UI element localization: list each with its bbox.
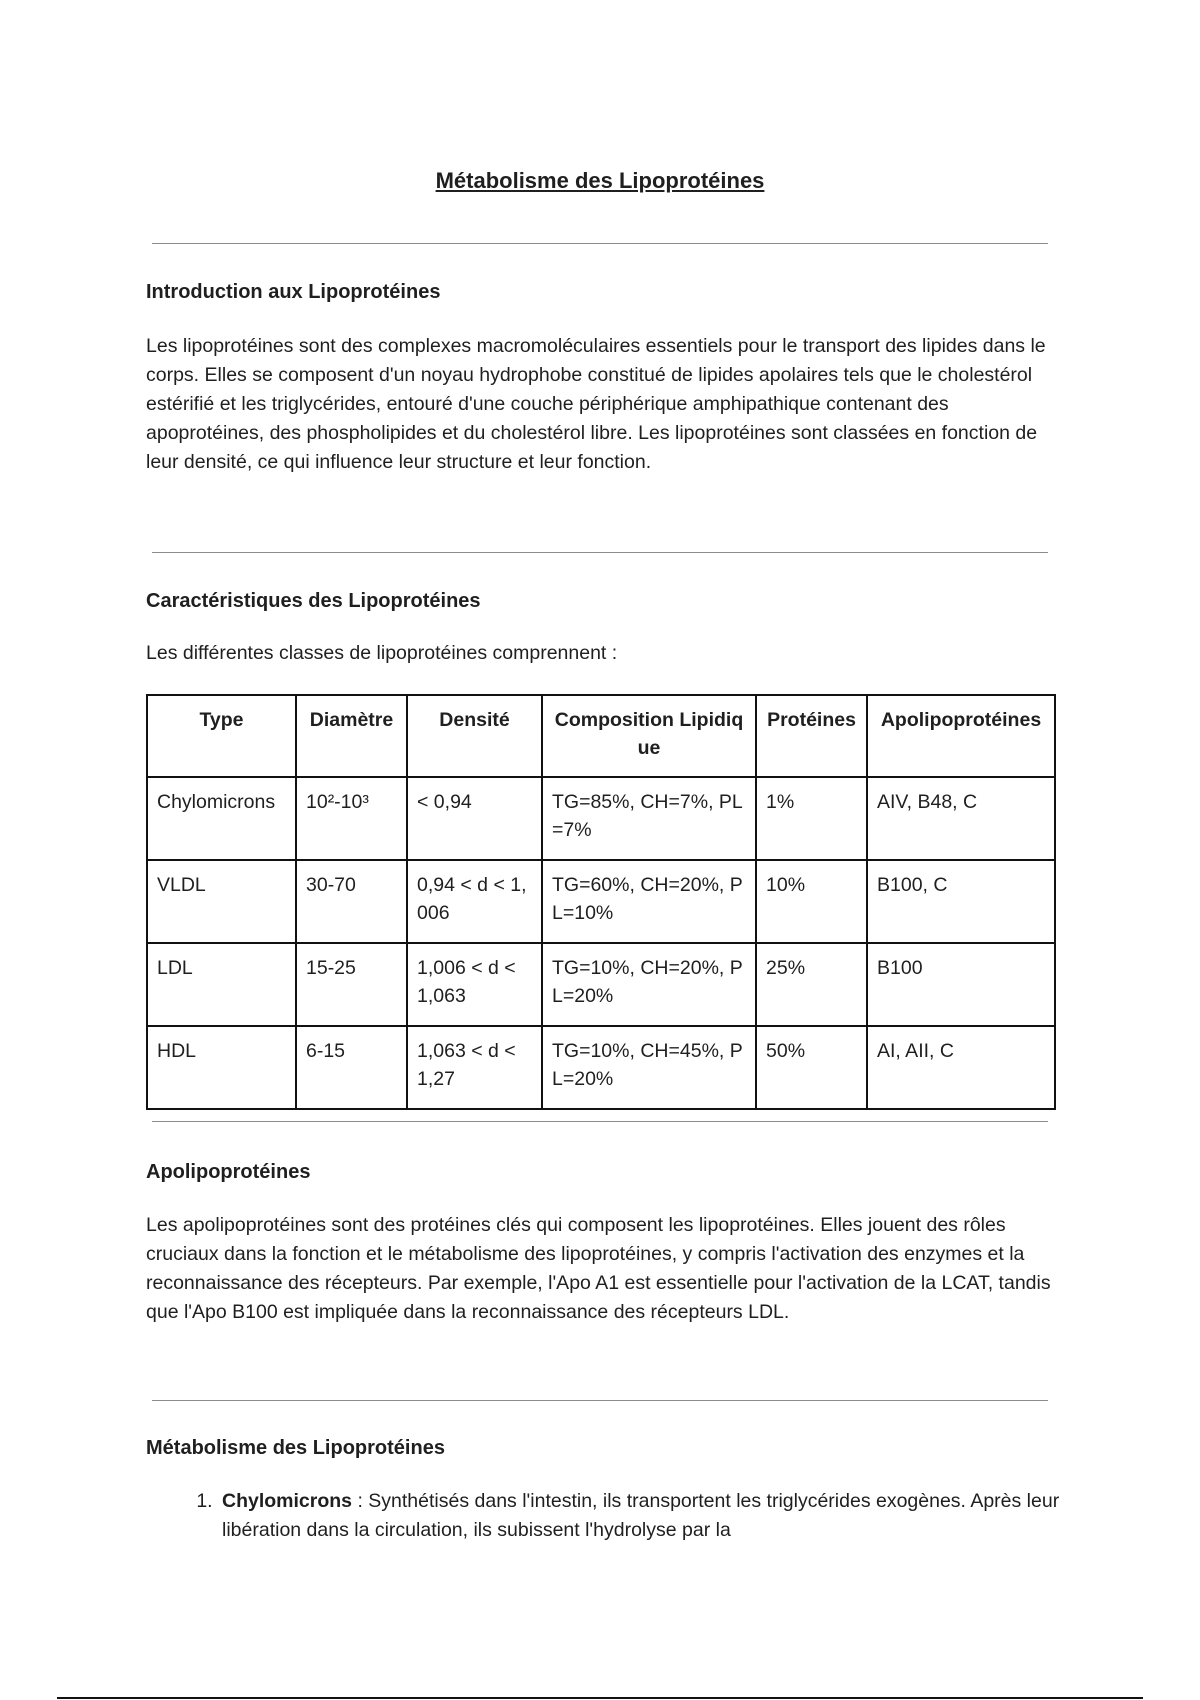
table-row bbox=[147, 860, 1055, 943]
table-cell: 10% bbox=[756, 860, 867, 943]
page-title: Métabolisme des Lipoprotéines bbox=[435, 168, 765, 193]
table-row bbox=[147, 1026, 1055, 1109]
table-cell: 6-15 bbox=[296, 1026, 407, 1109]
section-divider bbox=[152, 1121, 1048, 1122]
intro-heading: Introduction aux Lipoprotéines bbox=[146, 281, 441, 303]
list-item bbox=[218, 1487, 1098, 1545]
column-header: Protéines bbox=[756, 695, 867, 777]
characteristics-heading: Caractéristiques des Lipoprotéines bbox=[146, 590, 481, 612]
table-cell: HDL bbox=[147, 1026, 296, 1109]
page-bottom-border bbox=[57, 1697, 1143, 1699]
table-cell: VLDL bbox=[147, 860, 296, 943]
table-row bbox=[147, 777, 1055, 860]
characteristics-lead: Les différentes classes de lipoprotéines comprennent : bbox=[146, 642, 618, 664]
list-item-text: : Synthétisés dans l'intestin, ils transportent les triglycérides exogènes. Après leur libération dans la circulation, ils subissent l'hydrolyse par la bbox=[222, 1490, 1060, 1541]
intro-paragraph: Les lipoprotéines sont des complexes macromoléculaires essentiels pour le transport des lipides dans le corps. Elles se composent d'un noyau hydrophobe constitué de lipides apolaires tels que le cholestérol estérifié et les triglycérides, entouré d'une couche périphérique amphipathique contenant des apoprotéines, des phospholipides et du cholestérol libre. Les lipoprotéines sont classées en fonction de leur densité, ce qui influence leur structure et leur fonction. bbox=[146, 335, 1046, 473]
column-header: Type bbox=[147, 695, 296, 777]
column-header: Composition Lipidique bbox=[542, 695, 756, 777]
metabolism-heading: Métabolisme des Lipoprotéines bbox=[146, 1437, 445, 1459]
section-divider bbox=[152, 243, 1048, 244]
table-cell: 25% bbox=[756, 943, 867, 1026]
table-cell: 15-25 bbox=[296, 943, 407, 1026]
table-cell: 30-70 bbox=[296, 860, 407, 943]
table-cell: AI, AII, C bbox=[867, 1026, 1055, 1109]
column-header: Apolipoprotéines bbox=[867, 695, 1055, 777]
table-cell: TG=85%, CH=7%, PL=7% bbox=[542, 777, 756, 860]
table-cell: 50% bbox=[756, 1026, 867, 1109]
metabolism-list bbox=[146, 1487, 1098, 1545]
table-header-row bbox=[147, 695, 1055, 777]
table-cell: TG=60%, CH=20%, PL=10% bbox=[542, 860, 756, 943]
table-cell: 1,063 < d < 1,27 bbox=[407, 1026, 542, 1109]
table-cell: TG=10%, CH=45%, PL=20% bbox=[542, 1026, 756, 1109]
table-cell: LDL bbox=[147, 943, 296, 1026]
column-header: Densité bbox=[407, 695, 542, 777]
table-cell: 10²-10³ bbox=[296, 777, 407, 860]
list-item-term: Chylomicrons bbox=[222, 1490, 353, 1512]
table-cell: 1% bbox=[756, 777, 867, 860]
table-cell: 1,006 < d < 1,063 bbox=[407, 943, 542, 1026]
section-divider bbox=[152, 1400, 1048, 1401]
table-row bbox=[147, 943, 1055, 1026]
table-cell: Chylomicrons bbox=[147, 777, 296, 860]
apolipoproteins-paragraph: Les apolipoprotéines sont des protéines clés qui composent les lipoprotéines. Elles jouent des rôles cruciaux dans la fonction et le métabolisme des lipoprotéines, y compris l'activation des enzymes et la reconnaissance des récepteurs. Par exemple, l'Apo A1 est essentielle pour l'activation de la LCAT, tandis que l'Apo B100 est impliquée dans la reconnaissance des récepteurs LDL. bbox=[146, 1214, 1051, 1323]
column-header: Diamètre bbox=[296, 695, 407, 777]
lipoprotein-table bbox=[146, 694, 1056, 1110]
table-cell: TG=10%, CH=20%, PL=20% bbox=[542, 943, 756, 1026]
table-cell: AIV, B48, C bbox=[867, 777, 1055, 860]
apolipoproteins-heading: Apolipoprotéines bbox=[146, 1161, 311, 1183]
table-cell: 0,94 < d < 1,006 bbox=[407, 860, 542, 943]
section-divider bbox=[152, 552, 1048, 553]
table-cell: B100 bbox=[867, 943, 1055, 1026]
table-cell: < 0,94 bbox=[407, 777, 542, 860]
table-cell: B100, C bbox=[867, 860, 1055, 943]
